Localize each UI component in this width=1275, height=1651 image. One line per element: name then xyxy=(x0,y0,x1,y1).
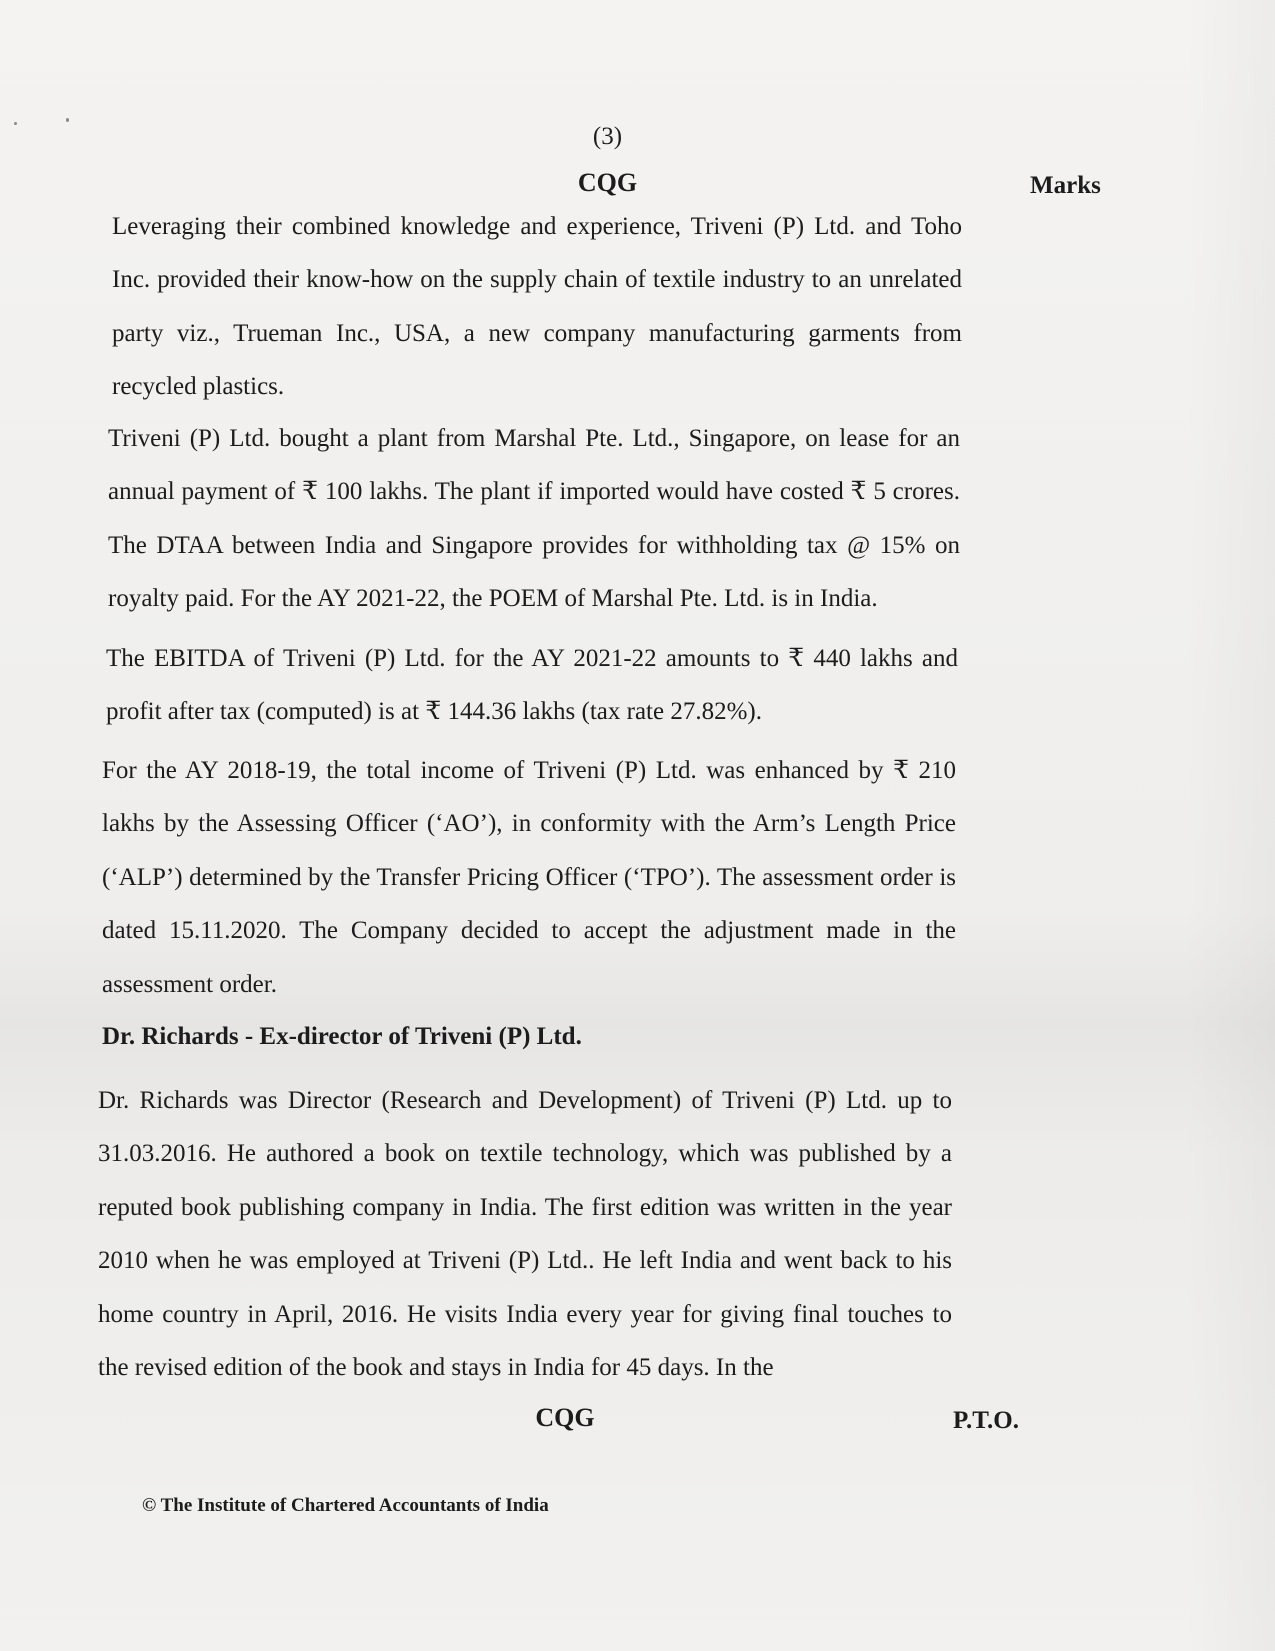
footer-paper-code: CQG xyxy=(535,1403,595,1432)
paragraph-knowhow: Leveraging their combined knowledge and experience, Triveni (P) Ltd. and Toho Inc. provided their know-how on the supply chain of textile industry to an unrelated party viz., Trueman Inc., USA, a new company manufacturing garments from recycled plastics. xyxy=(112,213,962,401)
page-number: (3) xyxy=(592,123,623,150)
scan-speck xyxy=(66,118,69,122)
please-turn-over: P.T.O. xyxy=(953,1407,1019,1434)
paragraph-assessment: For the AY 2018-19, the total income of Triveni (P) Ltd. was enhanced by ₹ 210 lakhs by the Assessing Officer (‘AO’), in conformity with the Arm’s Length Price (‘ALP’) determined by the Transfer Pricing Officer (‘TPO’). The assessment order is dated 15.11.2020. The Company decided to accept the adjustment made in the assessment order. xyxy=(102,757,956,998)
marks-column-label: Marks xyxy=(1030,172,1101,199)
copyright-notice: © The Institute of Chartered Accountants of India xyxy=(142,1495,549,1516)
paragraph-plant-lease: Triveni (P) Ltd. bought a plant from Marshal Pte. Ltd., Singapore, on lease for an annual payment of ₹ 100 lakhs. The plant if imported would have costed ₹ 5 crores. The DTAA between India and Singapore provides for withholding tax @ 15% on royalty paid. For the AY 2021-22, the POEM of Marshal Pte. Ltd. is in India. xyxy=(108,425,960,613)
scan-shadow xyxy=(1185,0,1275,1651)
section-heading: Dr. Richards - Ex-director of Triveni (P) Ltd. xyxy=(102,1023,582,1050)
paragraph-dr-richards: Dr. Richards was Director (Research and Development) of Triveni (P) Ltd. up to 31.03.2016. He authored a book on textile technology, which was published by a reputed book publishing company in India. The first edition was written in the year 2010 when he was employed at Triveni (P) Ltd.. He left India and went back to his home country in April, 2016. He visits India every year for giving final touches to the revised edition of the book and stays in India for 45 days. In the xyxy=(98,1087,952,1382)
paragraph-ebitda: The EBITDA of Triveni (P) Ltd. for the AY 2021-22 amounts to ₹ 440 lakhs and profit after tax (computed) is at ₹ 144.36 lakhs (tax rate 27.82%). xyxy=(106,645,958,726)
header-paper-code: CQG xyxy=(577,168,638,197)
